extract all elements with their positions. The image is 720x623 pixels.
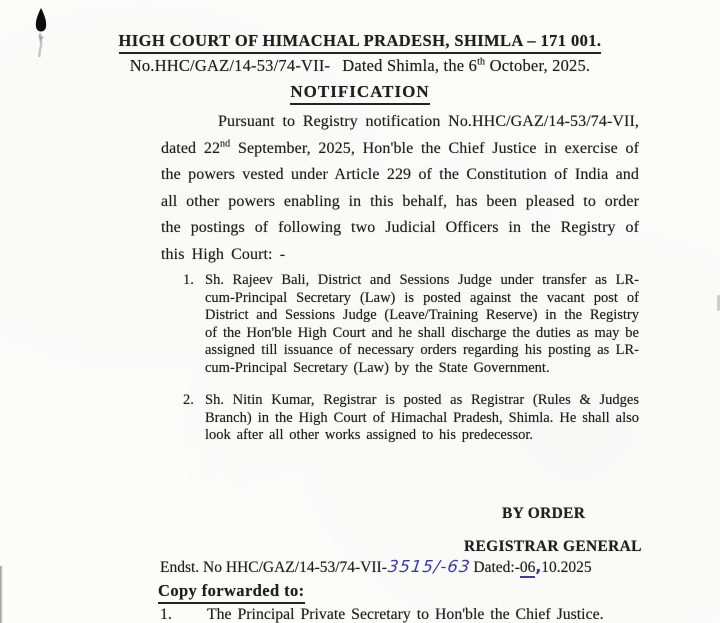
copy-item-number: 1.	[160, 606, 172, 623]
order-number: 1.	[183, 272, 194, 288]
header	[0, 31, 720, 54]
endorsement-dated-label: Dated:-	[473, 559, 520, 576]
endorsement-date-rest: 10.2025	[541, 559, 592, 576]
endorsement-number: Endst. No HHC/GAZ/14-53/74-VII-	[160, 559, 387, 576]
ordinal-suffix: nd	[220, 138, 231, 150]
paragraph-text-rest: September, 2025, Hon'ble the Chief Justice in exercise of the powers vested under Article 229 of the Constitution of India and all other powers enabling in this behalf, has been pleased to order the postings of following two Judicial Officers in the Registry of this High Court: -	[161, 139, 639, 263]
order-text: Sh. Nitin Kumar, Registrar is posted as Registrar (Rules & Judges Branch) in the High Court of Himachal Pradesh, Shimla. He shall also look after all other works assigned to his predecessor.	[205, 392, 639, 443]
copy-item-text: The Principal Private Secretary to Hon'ble the Chief Justice.	[207, 606, 604, 623]
dated-text: Dated Shimla, the 6	[342, 56, 478, 75]
handwritten-separator: ,	[535, 558, 542, 576]
reference-line	[0, 56, 720, 76]
court-title: HIGH COURT OF HIMACHAL PRADESH, SHIMLA – 171 001.	[119, 31, 602, 54]
notification-paragraph	[161, 109, 639, 268]
endorsement-day: 06	[519, 559, 536, 576]
copy-forwarded-heading: Copy forwarded to:	[158, 581, 305, 604]
order-text: Sh. Rajeev Bali, District and Sessions Judge under transfer as LR-cum-Principal Secretary (Law) is posted against the vacant post of District and Sessions Judge (Leave/Training Reserve) in the Registry of the Hon'ble High Court and he shall discharge the duties as may be assigned till issuance of necessary orders regarding his posting as LR-cum-Principal Secretary (Law) by the State Government.	[205, 272, 639, 376]
copy-item	[160, 605, 642, 623]
order-item	[183, 392, 639, 445]
reference-number: No.HHC/GAZ/14-53/74-VII-	[129, 56, 331, 75]
endorsement-line	[160, 557, 700, 577]
ordinal-suffix: th	[477, 56, 486, 68]
order-item	[183, 272, 639, 377]
by-order-label: BY ORDER	[502, 505, 586, 522]
copy-forwarded-wrap	[158, 581, 305, 604]
scan-edge-shadow	[0, 566, 3, 623]
notification-heading: NOTIFICATION	[290, 82, 429, 105]
paragraph-text: Pursuant to Registry notification No.HHC/GAZ/14-53/74-VII, dated 22	[161, 113, 639, 157]
handwritten-dispatch-number: 3515/-63	[386, 557, 472, 576]
registrar-general-label: REGISTRAR GENERAL	[464, 538, 642, 555]
order-list	[183, 272, 639, 460]
notification-heading-wrap	[0, 82, 720, 105]
order-number: 2.	[183, 392, 194, 408]
dated-text-rest: October, 2025.	[485, 56, 591, 75]
